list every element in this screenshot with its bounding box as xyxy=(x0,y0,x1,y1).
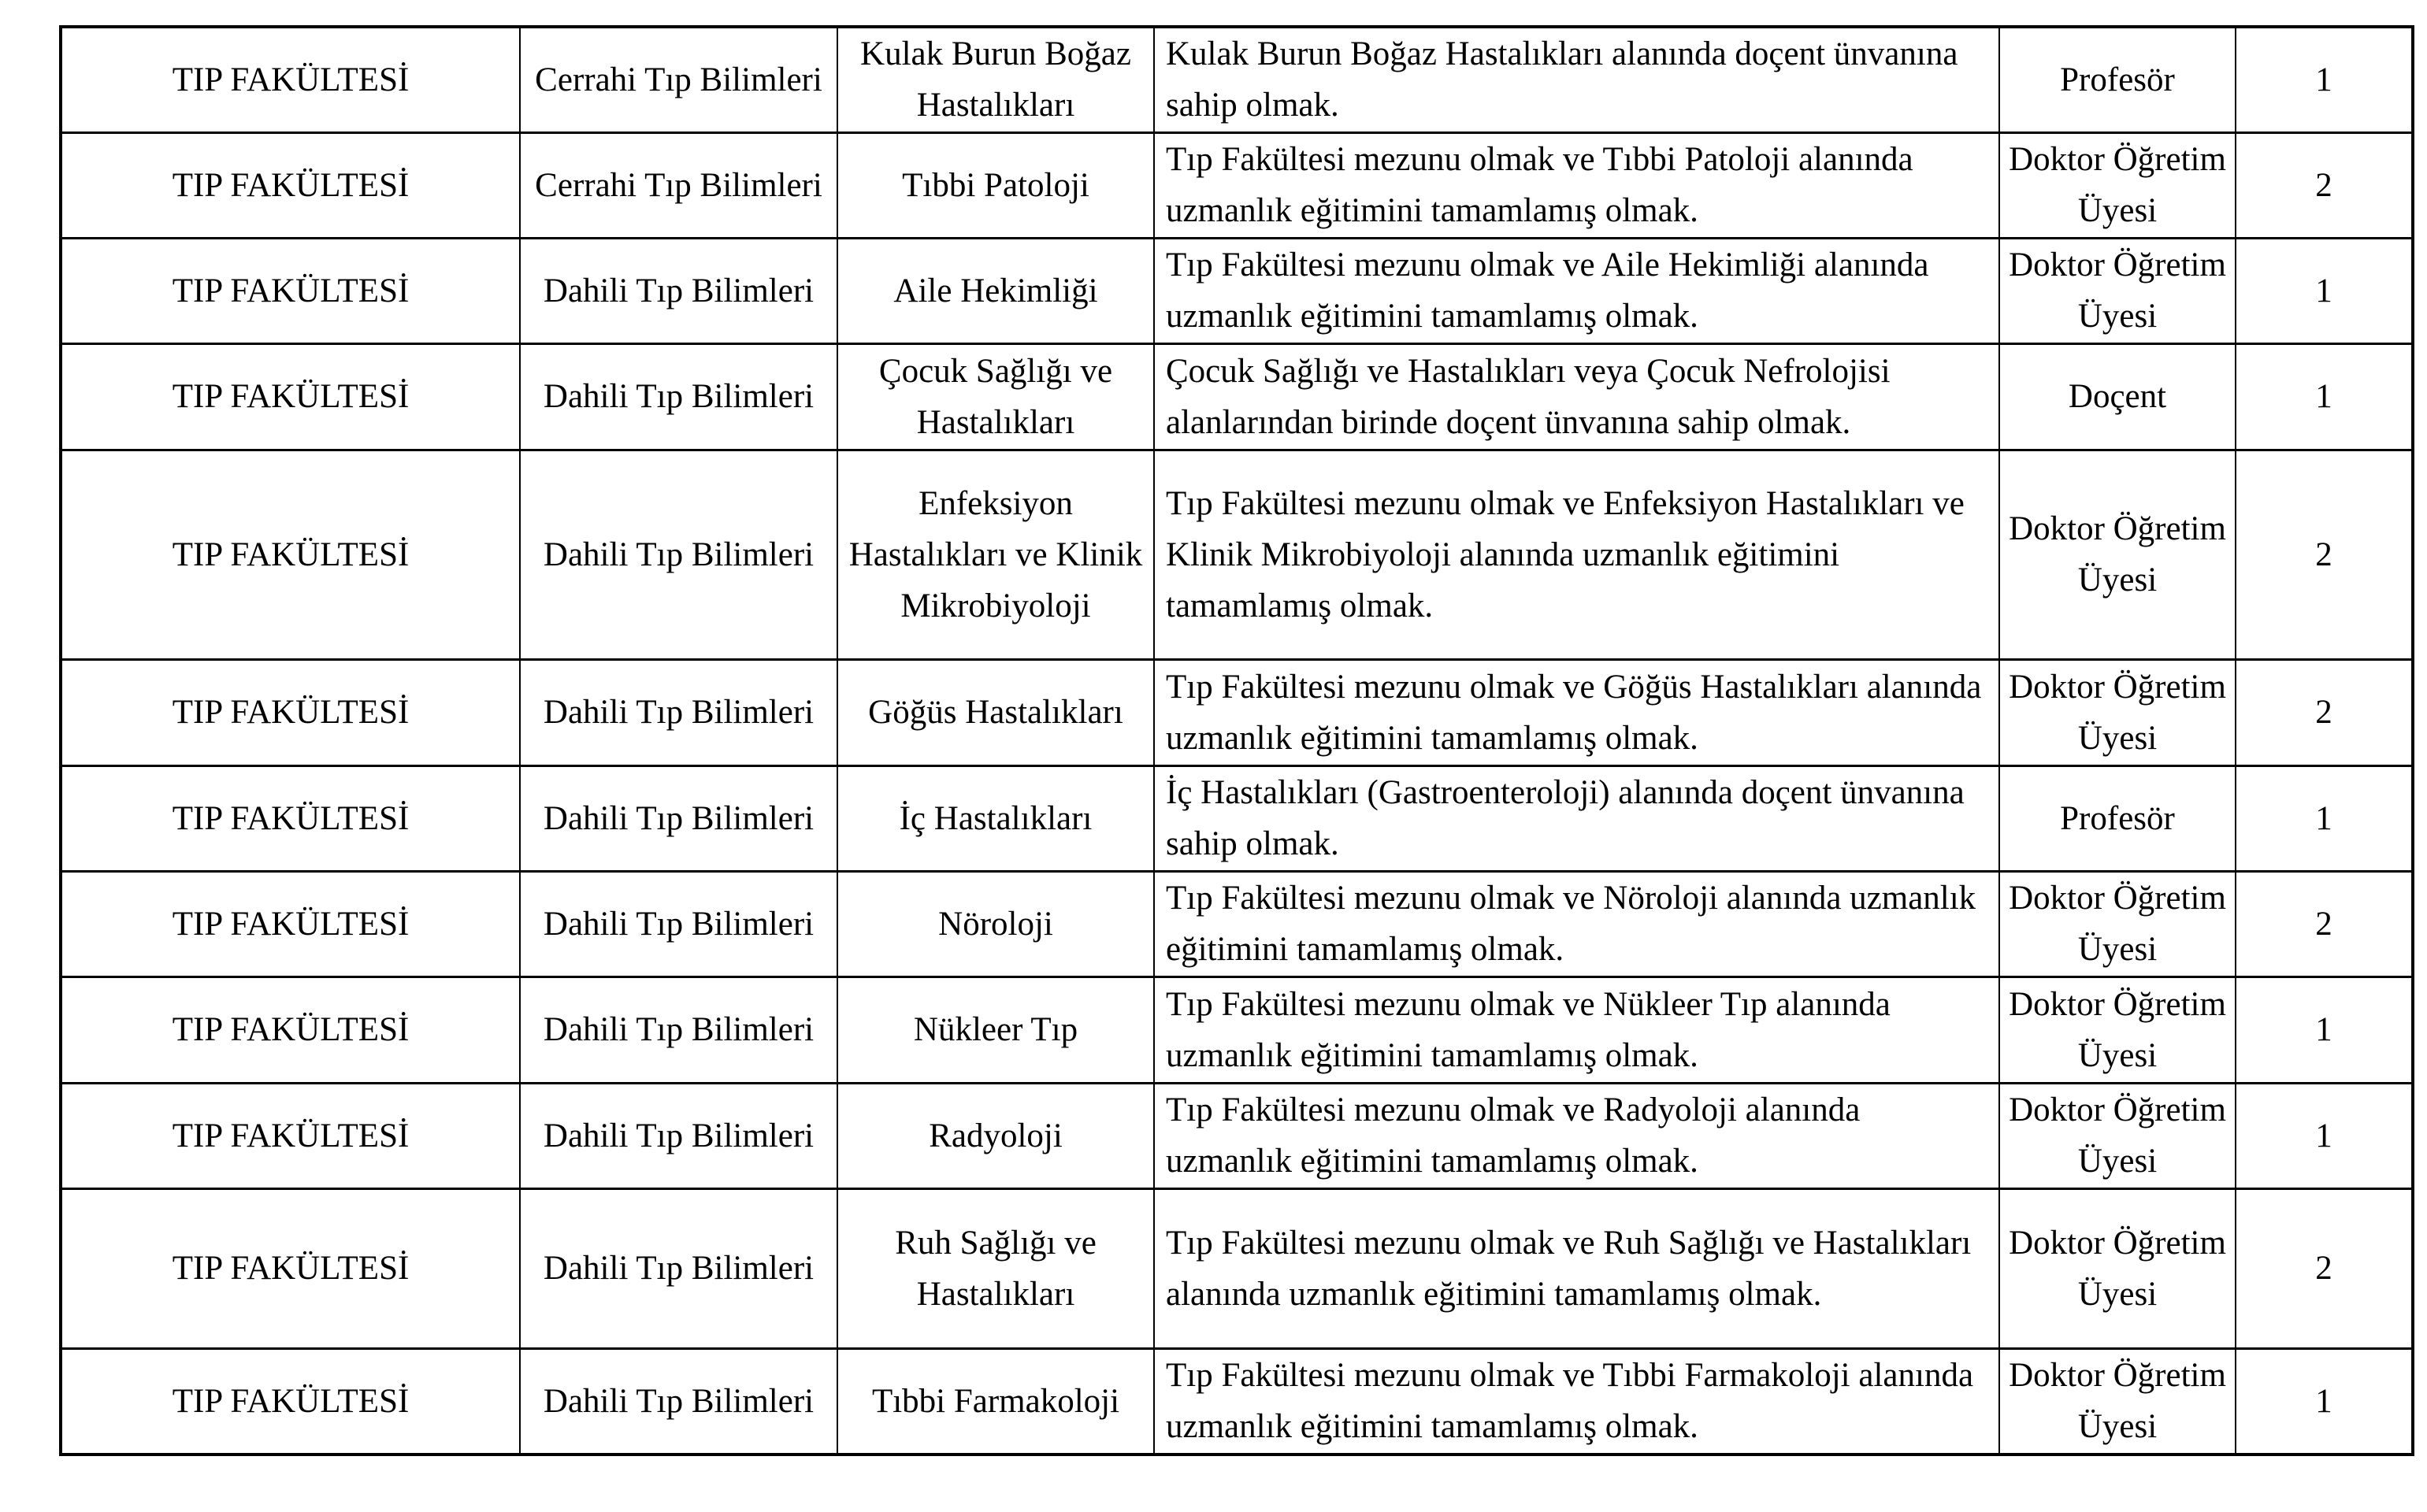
faculty-cell: TIP FAKÜLTESİ xyxy=(61,976,520,1083)
academic-title-cell: Doktor Öğretim Üyesi xyxy=(1999,450,2236,659)
department-cell: Ruh Sağlığı ve Hastalıkları xyxy=(837,1188,1154,1348)
table-row xyxy=(61,132,2413,238)
table-row xyxy=(61,1188,2413,1348)
requirement-cell: Tıp Fakültesi mezunu olmak ve Radyoloji alanında uzmanlık eğitimini tamamlamış olmak. xyxy=(1154,1083,1999,1188)
position-count-cell: 2 xyxy=(2236,132,2413,238)
faculty-cell: TIP FAKÜLTESİ xyxy=(61,450,520,659)
faculty-cell: TIP FAKÜLTESİ xyxy=(61,765,520,871)
requirement-cell: İç Hastalıkları (Gastroenteroloji) alanında doçent ünvanına sahip olmak. xyxy=(1154,765,1999,871)
table-row xyxy=(61,238,2413,343)
position-count-cell: 2 xyxy=(2236,1188,2413,1348)
academic-title-cell: Doçent xyxy=(1999,343,2236,450)
department-cell: Tıbbi Patoloji xyxy=(837,132,1154,238)
academic-title-cell: Doktor Öğretim Üyesi xyxy=(1999,871,2236,976)
table-row xyxy=(61,765,2413,871)
requirement-cell: Tıp Fakültesi mezunu olmak ve Tıbbi Farmakoloji alanında uzmanlık eğitimini tamamlamış olmak. xyxy=(1154,1348,1999,1455)
position-count-cell: 1 xyxy=(2236,343,2413,450)
table-body xyxy=(61,27,2413,1455)
department-cell: Radyoloji xyxy=(837,1083,1154,1188)
requirement-cell: Tıp Fakültesi mezunu olmak ve Tıbbi Patoloji alanında uzmanlık eğitimini tamamlamış olmak. xyxy=(1154,132,1999,238)
faculty-cell: TIP FAKÜLTESİ xyxy=(61,659,520,765)
faculty-cell: TIP FAKÜLTESİ xyxy=(61,1188,520,1348)
faculty-cell: TIP FAKÜLTESİ xyxy=(61,871,520,976)
section-cell: Dahili Tıp Bilimleri xyxy=(520,976,837,1083)
section-cell: Dahili Tıp Bilimleri xyxy=(520,343,837,450)
department-cell: Kulak Burun Boğaz Hastalıkları xyxy=(837,27,1154,132)
requirement-cell: Tıp Fakültesi mezunu olmak ve Ruh Sağlığı ve Hastalıkları alanında uzmanlık eğitimini tamamlamış olmak. xyxy=(1154,1188,1999,1348)
section-cell: Cerrahi Tıp Bilimleri xyxy=(520,27,837,132)
table-row xyxy=(61,343,2413,450)
requirement-cell: Kulak Burun Boğaz Hastalıkları alanında doçent ünvanına sahip olmak. xyxy=(1154,27,1999,132)
faculty-cell: TIP FAKÜLTESİ xyxy=(61,1348,520,1455)
table-row xyxy=(61,1083,2413,1188)
faculty-cell: TIP FAKÜLTESİ xyxy=(61,132,520,238)
section-cell: Dahili Tıp Bilimleri xyxy=(520,659,837,765)
section-cell: Dahili Tıp Bilimleri xyxy=(520,1348,837,1455)
section-cell: Dahili Tıp Bilimleri xyxy=(520,1083,837,1188)
section-cell: Dahili Tıp Bilimleri xyxy=(520,871,837,976)
table-row xyxy=(61,976,2413,1083)
section-cell: Dahili Tıp Bilimleri xyxy=(520,450,837,659)
position-count-cell: 1 xyxy=(2236,976,2413,1083)
requirement-cell: Tıp Fakültesi mezunu olmak ve Nükleer Tıp alanında uzmanlık eğitimini tamamlamış olmak. xyxy=(1154,976,1999,1083)
table-row xyxy=(61,871,2413,976)
position-count-cell: 1 xyxy=(2236,1083,2413,1188)
academic-title-cell: Doktor Öğretim Üyesi xyxy=(1999,1083,2236,1188)
faculty-cell: TIP FAKÜLTESİ xyxy=(61,238,520,343)
requirement-cell: Tıp Fakültesi mezunu olmak ve Aile Hekimliği alanında uzmanlık eğitimini tamamlamış olmak. xyxy=(1154,238,1999,343)
section-cell: Dahili Tıp Bilimleri xyxy=(520,765,837,871)
requirement-cell: Tıp Fakültesi mezunu olmak ve Nöroloji alanında uzmanlık eğitimini tamamlamış olmak. xyxy=(1154,871,1999,976)
department-cell: Aile Hekimliği xyxy=(837,238,1154,343)
department-cell: Göğüs Hastalıkları xyxy=(837,659,1154,765)
academic-title-cell: Profesör xyxy=(1999,765,2236,871)
requirement-cell: Tıp Fakültesi mezunu olmak ve Enfeksiyon Hastalıkları ve Klinik Mikrobiyoloji alanında uzmanlık eğitimini tamamlamış olmak. xyxy=(1154,450,1999,659)
table-row xyxy=(61,659,2413,765)
academic-title-cell: Profesör xyxy=(1999,27,2236,132)
table-row xyxy=(61,27,2413,132)
position-count-cell: 2 xyxy=(2236,871,2413,976)
department-cell: İç Hastalıkları xyxy=(837,765,1154,871)
faculty-cell: TIP FAKÜLTESİ xyxy=(61,1083,520,1188)
position-count-cell: 1 xyxy=(2236,27,2413,132)
department-cell: Çocuk Sağlığı ve Hastalıkları xyxy=(837,343,1154,450)
requirement-cell: Çocuk Sağlığı ve Hastalıkları veya Çocuk Nefrolojisi alanlarından birinde doçent ünvanına sahip olmak. xyxy=(1154,343,1999,450)
academic-title-cell: Doktor Öğretim Üyesi xyxy=(1999,1348,2236,1455)
academic-title-cell: Doktor Öğretim Üyesi xyxy=(1999,238,2236,343)
position-count-cell: 2 xyxy=(2236,659,2413,765)
position-count-cell: 1 xyxy=(2236,1348,2413,1455)
department-cell: Tıbbi Farmakoloji xyxy=(837,1348,1154,1455)
faculty-cell: TIP FAKÜLTESİ xyxy=(61,27,520,132)
section-cell: Dahili Tıp Bilimleri xyxy=(520,238,837,343)
academic-title-cell: Doktor Öğretim Üyesi xyxy=(1999,132,2236,238)
requirement-cell: Tıp Fakültesi mezunu olmak ve Göğüs Hastalıkları alanında uzmanlık eğitimini tamamlamış olmak. xyxy=(1154,659,1999,765)
department-cell: Nükleer Tıp xyxy=(837,976,1154,1083)
position-count-cell: 1 xyxy=(2236,765,2413,871)
table-row xyxy=(61,450,2413,659)
academic-title-cell: Doktor Öğretim Üyesi xyxy=(1999,1188,2236,1348)
section-cell: Cerrahi Tıp Bilimleri xyxy=(520,132,837,238)
position-count-cell: 1 xyxy=(2236,238,2413,343)
department-cell: Enfeksiyon Hastalıkları ve Klinik Mikrobiyoloji xyxy=(837,450,1154,659)
faculty-cell: TIP FAKÜLTESİ xyxy=(61,343,520,450)
academic-title-cell: Doktor Öğretim Üyesi xyxy=(1999,659,2236,765)
faculty-positions-table xyxy=(59,25,2414,1456)
section-cell: Dahili Tıp Bilimleri xyxy=(520,1188,837,1348)
position-count-cell: 2 xyxy=(2236,450,2413,659)
table-row xyxy=(61,1348,2413,1455)
academic-title-cell: Doktor Öğretim Üyesi xyxy=(1999,976,2236,1083)
department-cell: Nöroloji xyxy=(837,871,1154,976)
